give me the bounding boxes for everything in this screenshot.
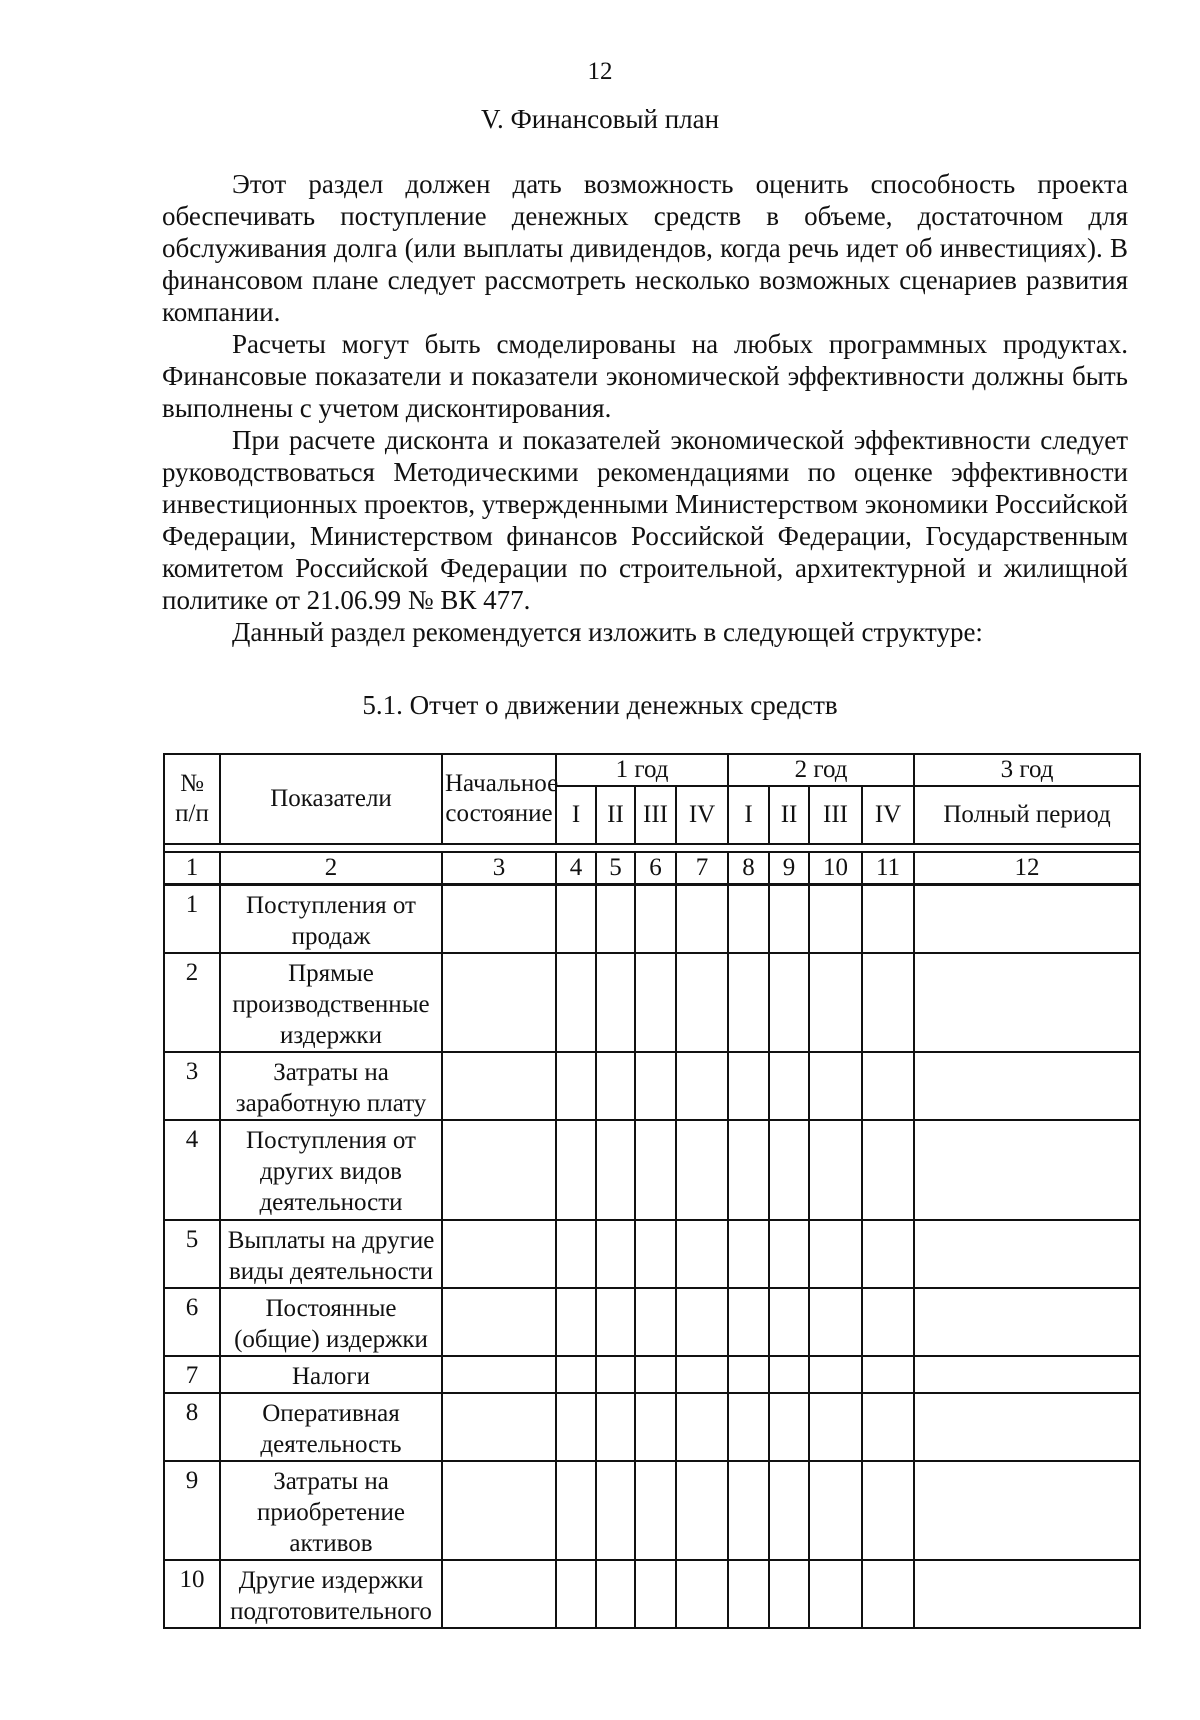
table-cell[interactable] [442, 1560, 556, 1628]
table-cell[interactable] [442, 1052, 556, 1120]
table-cell[interactable] [596, 953, 635, 1052]
table-cell[interactable] [862, 1356, 914, 1393]
table-cell[interactable] [862, 1052, 914, 1120]
table-cell[interactable] [556, 1288, 596, 1356]
table-cell[interactable] [556, 1560, 596, 1628]
row-number: 1 [164, 885, 220, 954]
page-number: 12 [587, 58, 613, 85]
row-number: 6 [164, 1288, 220, 1356]
table-cell[interactable] [635, 1356, 676, 1393]
row-number: 5 [164, 1220, 220, 1288]
column-number: 3 [442, 852, 556, 885]
table-cell[interactable] [769, 1560, 809, 1628]
table-row [164, 1220, 1140, 1288]
table-cell[interactable] [728, 1052, 769, 1120]
table-cell[interactable] [556, 1393, 596, 1461]
row-label: Прямые производственные издержки [220, 953, 442, 1052]
table-cell[interactable] [676, 1393, 728, 1461]
header-y2-q4: IV [862, 786, 914, 844]
table-cell[interactable] [596, 1120, 635, 1220]
table-cell[interactable] [728, 1120, 769, 1220]
table-cell[interactable] [769, 1461, 809, 1560]
row-number: 8 [164, 1393, 220, 1461]
column-number: 6 [635, 852, 676, 885]
table-row [164, 1120, 1140, 1220]
column-number: 12 [914, 852, 1140, 885]
table-cell[interactable] [728, 1393, 769, 1461]
row-number: 4 [164, 1120, 220, 1220]
table-cell[interactable] [728, 1356, 769, 1393]
table-cell[interactable] [596, 885, 635, 954]
header-y1-q1: I [556, 786, 596, 844]
table-cell[interactable] [809, 1560, 862, 1628]
table-cell[interactable] [728, 953, 769, 1052]
header-y2-q1: I [728, 786, 769, 844]
table-cell[interactable] [556, 885, 596, 954]
table-row [164, 953, 1140, 1052]
row-number: 2 [164, 953, 220, 1052]
table-cell[interactable] [914, 953, 1140, 1052]
table-cell[interactable] [635, 1461, 676, 1560]
table-cell[interactable] [914, 1220, 1140, 1288]
section-title: V. Финансовый план [480, 104, 720, 134]
table-cell[interactable] [769, 1288, 809, 1356]
table-cell[interactable] [914, 1288, 1140, 1356]
table-cell[interactable] [635, 1220, 676, 1288]
table-cell[interactable] [862, 953, 914, 1052]
column-number: 10 [809, 852, 862, 885]
paragraph-4: Данный раздел рекомендуется изложить в следующей структуре: [232, 617, 983, 647]
table-cell[interactable] [596, 1288, 635, 1356]
table-row [164, 1052, 1140, 1120]
table-cell[interactable] [635, 1288, 676, 1356]
table-cell[interactable] [728, 1461, 769, 1560]
table-cell[interactable] [635, 1120, 676, 1220]
table-cell[interactable] [442, 1393, 556, 1461]
table-cell[interactable] [809, 1461, 862, 1560]
table-cell[interactable] [596, 1461, 635, 1560]
table-cell[interactable] [676, 1220, 728, 1288]
table-cell[interactable] [442, 1288, 556, 1356]
paragraph-1: Этот раздел должен дать возможность оценить способность проекта обеспечивать поступление денежных средств в объеме, достаточном для обслуживания долга (или выплаты дивидендов, когда речь идет об инвестициях). В финансовом плане следует рассмотреть несколько возможных сценариев развития компании. [162, 169, 1128, 327]
table-cell[interactable] [596, 1052, 635, 1120]
header-y2-q3: III [809, 786, 862, 844]
row-number: 7 [164, 1356, 220, 1393]
column-number: 5 [596, 852, 635, 885]
header-full-period: Полный период [914, 786, 1140, 844]
table-cell[interactable] [809, 1356, 862, 1393]
table-cell[interactable] [914, 1356, 1140, 1393]
row-label: Выплаты на другие виды деятельности [220, 1220, 442, 1288]
table-cell[interactable] [676, 953, 728, 1052]
cash-flow-table-wrap [163, 753, 1141, 1629]
paragraph-2: Расчеты могут быть смоделированы на любых программных продуктах. Финансовые показатели и показатели экономической эффективности должны быть выполнены с учетом дисконтирования. [162, 329, 1128, 423]
table-cell[interactable] [862, 1560, 914, 1628]
table-cell[interactable] [862, 1288, 914, 1356]
table-cell[interactable] [769, 885, 809, 954]
table-cell[interactable] [635, 885, 676, 954]
column-number: 1 [164, 852, 220, 885]
table-row [164, 1461, 1140, 1560]
table-cell[interactable] [728, 1220, 769, 1288]
table-cell[interactable] [596, 1393, 635, 1461]
table-cell[interactable] [728, 1560, 769, 1628]
table-cell[interactable] [676, 1356, 728, 1393]
table-cell[interactable] [914, 1120, 1140, 1220]
table-cell[interactable] [676, 885, 728, 954]
table-cell[interactable] [809, 1120, 862, 1220]
column-number: 9 [769, 852, 809, 885]
table-cell[interactable] [809, 1052, 862, 1120]
table-cell[interactable] [914, 1052, 1140, 1120]
header-y1-q2: II [596, 786, 635, 844]
column-number: 2 [220, 852, 442, 885]
table-cell[interactable] [556, 1220, 596, 1288]
header-year-3: 3 год [914, 754, 1140, 786]
table-cell[interactable] [769, 953, 809, 1052]
header-indicators: Показатели [220, 754, 442, 844]
table-title: 5.1. Отчет о движении денежных средств [362, 690, 838, 720]
table-cell[interactable] [676, 1288, 728, 1356]
table-cell[interactable] [728, 1288, 769, 1356]
header-y1-q3: III [635, 786, 676, 844]
row-label: Другие издержки подготовительного [220, 1560, 442, 1628]
row-label: Налоги [220, 1356, 442, 1393]
table-cell[interactable] [635, 1052, 676, 1120]
table-cell[interactable] [556, 1052, 596, 1120]
column-number: 8 [728, 852, 769, 885]
table-cell[interactable] [862, 885, 914, 954]
table-cell[interactable] [862, 1120, 914, 1220]
table-cell[interactable] [556, 1120, 596, 1220]
table-row [164, 1288, 1140, 1356]
table-cell[interactable] [676, 1560, 728, 1628]
table-cell[interactable] [596, 1356, 635, 1393]
row-label: Затраты на заработную плату [220, 1052, 442, 1120]
header-num: № п/п [164, 754, 220, 844]
table-cell[interactable] [914, 885, 1140, 954]
row-label: Постоянные (общие) издержки [220, 1288, 442, 1356]
row-label: Оперативная деятельность [220, 1393, 442, 1461]
header-initial-state: Начальное состояние [442, 754, 556, 844]
table-row [164, 1356, 1140, 1393]
table-cell[interactable] [442, 1220, 556, 1288]
table-cell[interactable] [676, 1052, 728, 1120]
table-cell[interactable] [635, 1560, 676, 1628]
cash-flow-table [163, 753, 1141, 1629]
header-y1-q4: IV [676, 786, 728, 844]
table-row [164, 885, 1140, 954]
table-cell[interactable] [769, 1393, 809, 1461]
table-cell[interactable] [809, 1288, 862, 1356]
table-cell[interactable] [769, 1120, 809, 1220]
table-cell[interactable] [676, 1461, 728, 1560]
table-cell[interactable] [556, 1356, 596, 1393]
table-cell[interactable] [862, 1220, 914, 1288]
table-cell[interactable] [862, 1393, 914, 1461]
table-cell[interactable] [635, 953, 676, 1052]
table-cell[interactable] [809, 885, 862, 954]
column-number-row [164, 852, 1140, 885]
table-cell[interactable] [442, 953, 556, 1052]
table-cell[interactable] [442, 1120, 556, 1220]
table-row [164, 1393, 1140, 1461]
paragraph-3: При расчете дисконта и показателей экономической эффективности следует руководствоваться Методическими рекомендациями по оценке эффективности инвестиционных проектов, утвержденными Министерством экономики Российской Федерации, Министерством финансов Российской Федерации, Государственным комитетом Российской Федерации по строительной, архитектурной и жилищной политике от 21.06.99 № ВК 477. [162, 425, 1128, 615]
table-cell[interactable] [862, 1461, 914, 1560]
table-row [164, 1560, 1140, 1628]
table-cell[interactable] [556, 1461, 596, 1560]
table-cell[interactable] [596, 1560, 635, 1628]
row-number: 10 [164, 1560, 220, 1628]
table-cell[interactable] [914, 1461, 1140, 1560]
table-cell[interactable] [676, 1120, 728, 1220]
row-number: 9 [164, 1461, 220, 1560]
column-number: 4 [556, 852, 596, 885]
header-year-2: 2 год [728, 754, 914, 786]
table-cell[interactable] [728, 885, 769, 954]
table-cell[interactable] [556, 953, 596, 1052]
table-cell[interactable] [914, 1393, 1140, 1461]
row-label: Затраты на приобретение активов [220, 1461, 442, 1560]
table-cell[interactable] [769, 1052, 809, 1120]
table-cell[interactable] [635, 1393, 676, 1461]
table-cell[interactable] [442, 885, 556, 954]
column-number: 11 [862, 852, 914, 885]
table-cell[interactable] [809, 1220, 862, 1288]
table-cell[interactable] [809, 1393, 862, 1461]
header-y2-q2: II [769, 786, 809, 844]
row-label: Поступления от продаж [220, 885, 442, 954]
row-number: 3 [164, 1052, 220, 1120]
row-label: Поступления от других видов деятельности [220, 1120, 442, 1220]
table-cell[interactable] [442, 1356, 556, 1393]
table-cell[interactable] [596, 1220, 635, 1288]
table-cell[interactable] [809, 953, 862, 1052]
column-number: 7 [676, 852, 728, 885]
body-text [162, 168, 1128, 648]
header-year-1: 1 год [556, 754, 728, 786]
table-cell[interactable] [914, 1560, 1140, 1628]
table-cell[interactable] [769, 1220, 809, 1288]
table-cell[interactable] [769, 1356, 809, 1393]
table-cell[interactable] [442, 1461, 556, 1560]
